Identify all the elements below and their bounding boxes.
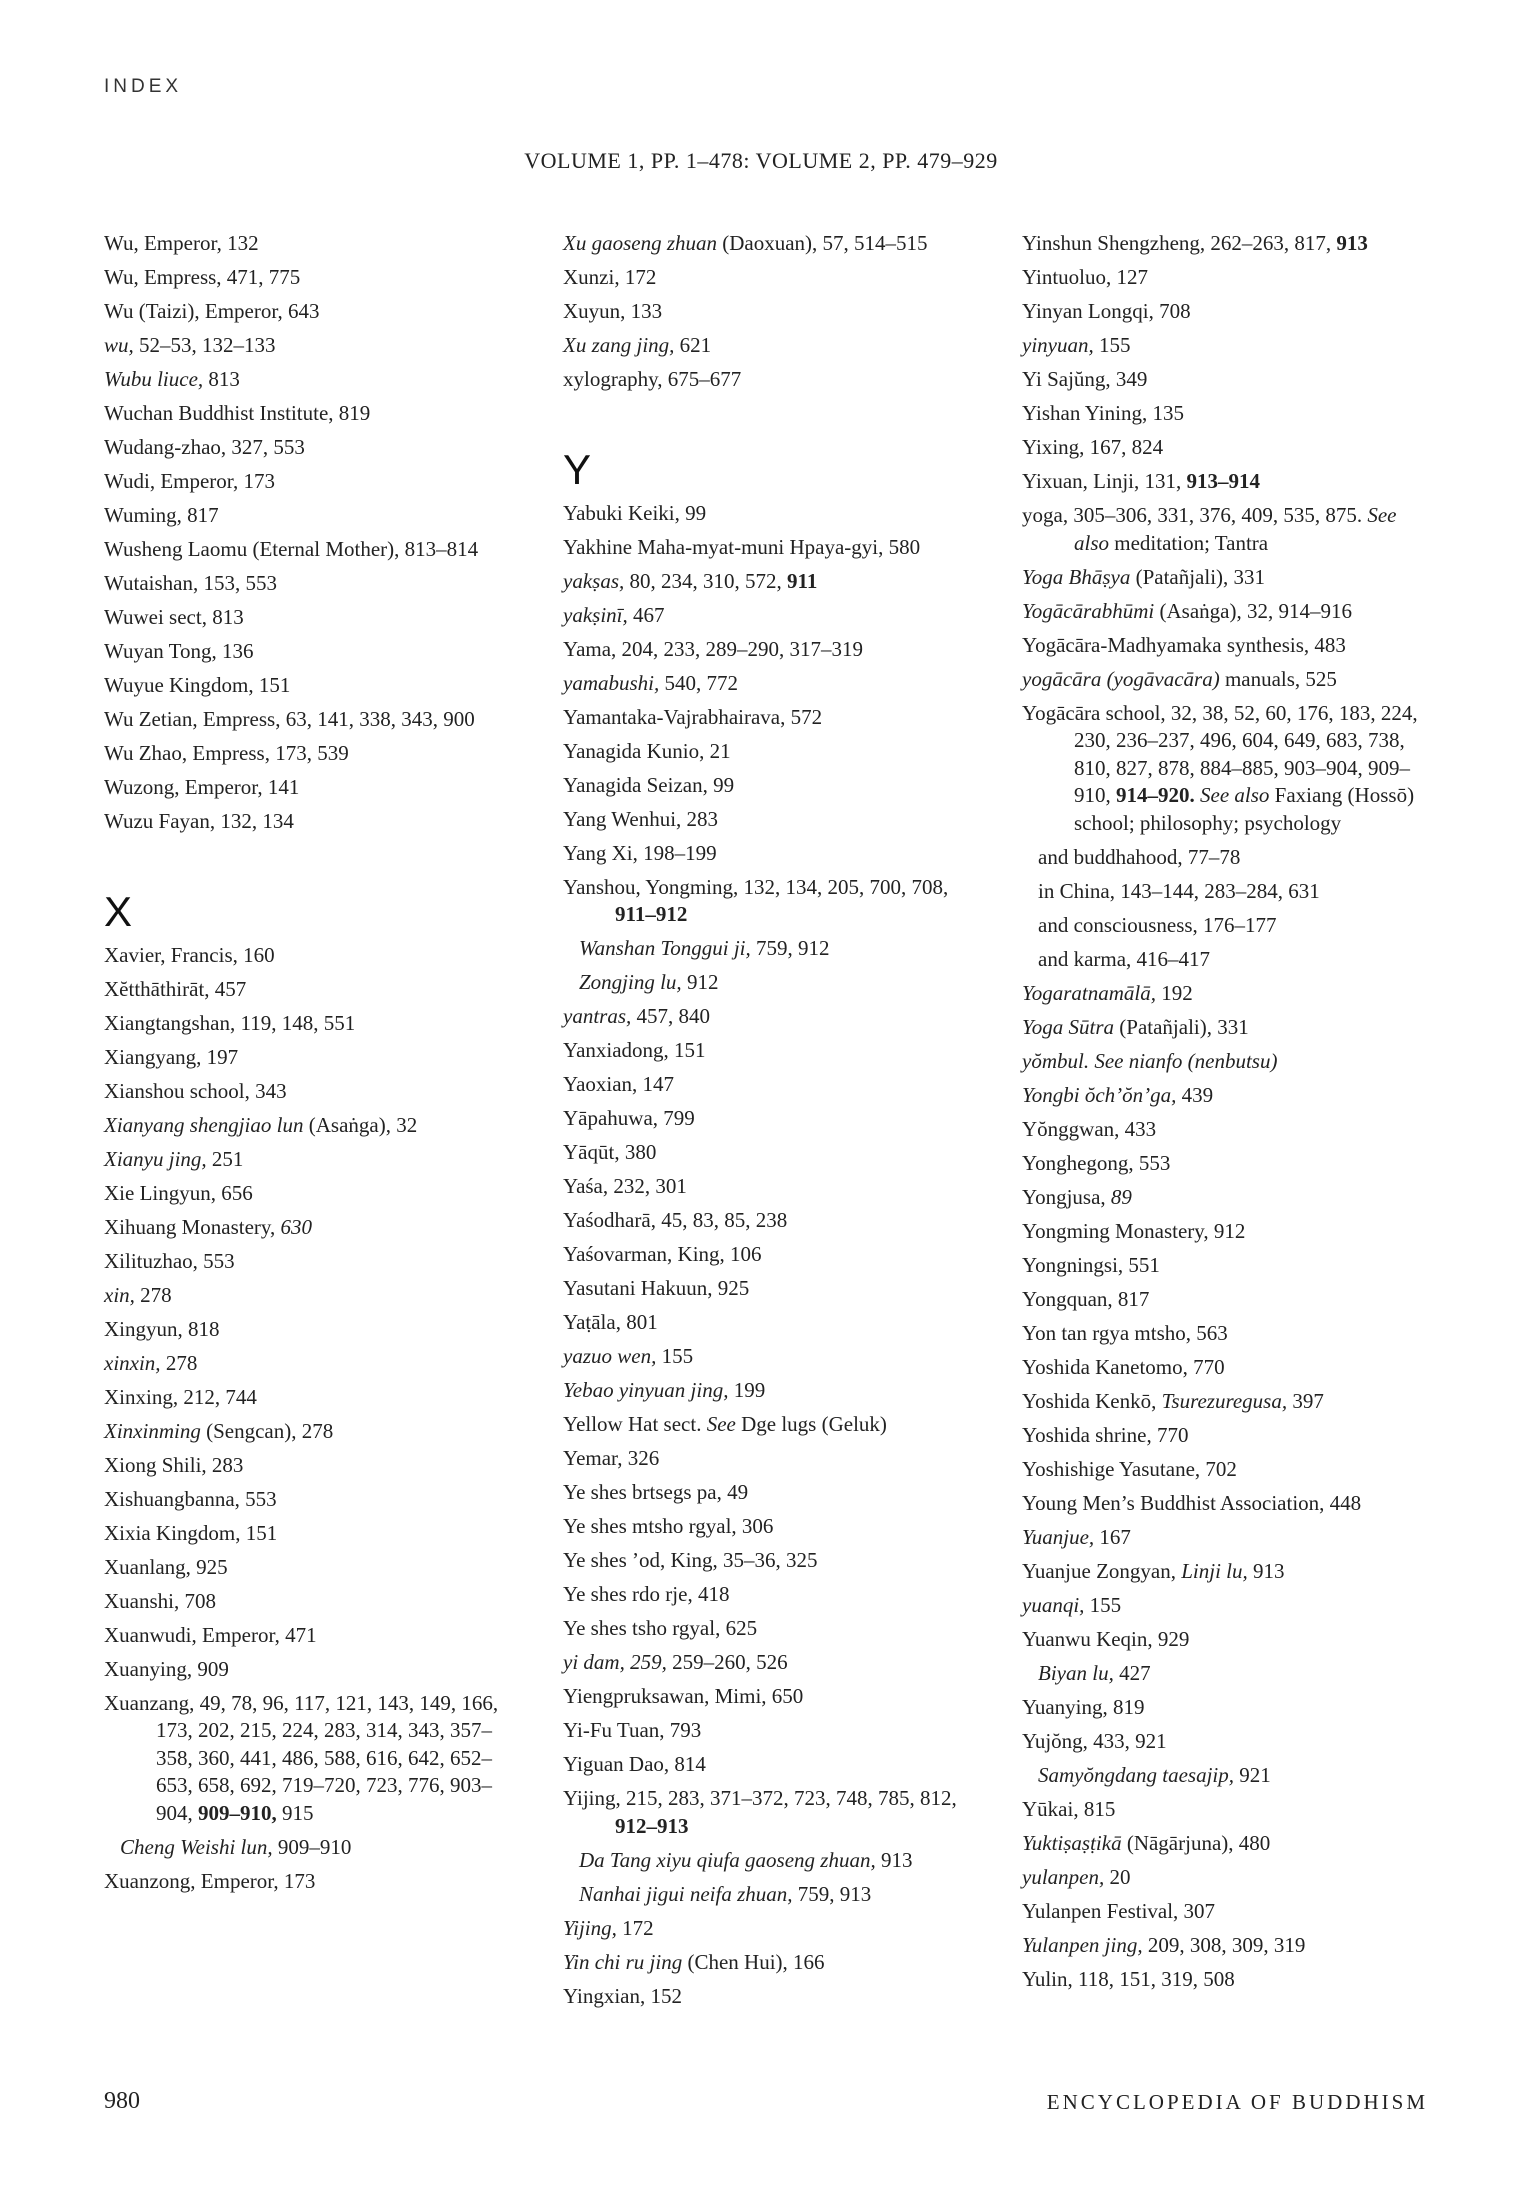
index-entry: wu, 52–53, 132–133 (104, 333, 276, 357)
index-entry: Xuanwudi, Emperor, 471 (104, 1622, 317, 1647)
index-entry: Yanagida Seizan, 99 (563, 772, 735, 797)
index-entry: Yoshida Kenkō, Tsurezuregusa, 397 (1022, 1388, 1324, 1413)
index-entry: Xunzi, 172 (563, 265, 657, 289)
index-entry: yogācāra (yogāvacāra) manuals, 525 (1022, 666, 1337, 691)
index-entry: Yinshun Shengzheng, 262–263, 817, 913 (1022, 231, 1368, 255)
index-entry: Xianyang shengjiao lun (Asaṅga), 32 (104, 1112, 418, 1137)
index-entry: Yiguan Dao, 814 (563, 1752, 706, 1776)
index-entry: Wuming, 817 (104, 503, 219, 527)
index-entry: Yulanpen jing, 209, 308, 309, 319 (1022, 1932, 1306, 1957)
index-subentry: Samyŏngdang taesajip, 921 (1038, 1762, 1271, 1787)
index-entry: Yogaratnamālā, 192 (1022, 980, 1193, 1005)
index-entry: Yamantaka-Vajrabhairava, 572 (563, 704, 823, 729)
index-subentry: Nanhai jigui neifa zhuan, 759, 913 (579, 1881, 872, 1906)
index-entry: Wuwei sect, 813 (104, 605, 244, 629)
index-entry: Ye shes ’od, King, 35–36, 325 (563, 1548, 818, 1572)
index-entry: Yintuoluo, 127 (1022, 265, 1149, 289)
index-entry: Xuyun, 133 (563, 299, 663, 323)
index-entry: Yang Wenhui, 283 (563, 806, 719, 831)
index-entry: Yingxian, 152 (563, 1983, 682, 2008)
index-entry: Wu, Emperor, 132 (104, 231, 259, 255)
page-number: 980 (104, 2088, 140, 2114)
index-entry: Yulin, 118, 151, 319, 508 (1022, 1966, 1235, 1991)
index-entry: Xuanlang, 925 (104, 1554, 228, 1579)
index-entry: Xuanzang, 49, 78, 96, 117, 121, 143, 149, 166, 173, 202, 215, 224, 283, 314, 343, 357–358, 360, 441, 486, 588, 616, 642, 652–653, 658, 692, 719–720, 723, 776, 903–904, 909–910, 915 (104, 1690, 499, 1825)
index-entry: yŏmbul. See nianfo (nenbutsu) (1022, 1048, 1278, 1073)
index-entry: Xiangyang, 197 (104, 1044, 239, 1069)
index-entry: Yijing, 215, 283, 371–372, 723, 748, 785, 812, 912–913 (563, 1786, 957, 1838)
running-head: INDEX (104, 76, 183, 97)
index-entry: Yongquan, 817 (1022, 1286, 1150, 1311)
index-subentry: Wanshan Tonggui ji, 759, 912 (579, 936, 830, 960)
index-entry: Yaśodharā, 45, 83, 85, 238 (563, 1208, 788, 1232)
index-entry: Ye shes brtsegs pa, 49 (563, 1480, 749, 1504)
index-subentry: and buddhahood, 77–78 (1038, 844, 1241, 869)
index-entry: Xiong Shili, 283 (104, 1452, 244, 1477)
index-entry: Yŏnggwan, 433 (1022, 1116, 1157, 1141)
index-column-2 (563, 230, 963, 2017)
index-entry: Xinxing, 212, 744 (104, 1384, 257, 1409)
index-entry: Wudi, Emperor, 173 (104, 469, 275, 493)
index-column-3 (1022, 230, 1422, 2000)
index-entry: Yuanjue, 167 (1022, 1524, 1131, 1549)
index-entry: Yin chi ru jing (Chen Hui), 166 (563, 1949, 825, 1974)
section-letter: Y (563, 445, 592, 493)
index-entry: Yoga Bhāṣya (Patañjali), 331 (1022, 564, 1266, 589)
section-letter: X (104, 887, 133, 935)
index-entry: Yaśovarman, King, 106 (563, 1242, 762, 1266)
index-subentry: and karma, 416–417 (1038, 946, 1211, 971)
index-entry: Yuanying, 819 (1022, 1694, 1145, 1719)
index-entry: Yellow Hat sect. See Dge lugs (Geluk) (563, 1412, 887, 1436)
index-entry: Xu zang jing, 621 (563, 333, 712, 357)
index-entry: Yishan Yining, 135 (1022, 401, 1184, 425)
index-subentry: and consciousness, 176–177 (1038, 912, 1277, 937)
index-entry: Yaśa, 232, 301 (563, 1174, 687, 1198)
index-entry: Xilituzhao, 553 (104, 1248, 235, 1273)
index-entry: Yaoxian, 147 (563, 1072, 675, 1096)
index-entry: Yogācāra school, 32, 38, 52, 60, 176, 183, 224, 230, 236–237, 496, 604, 649, 683, 738, 810, 827, 878, 884–885, 903–904, 909–910, 914–920. See also Faxiang (Hossō) school; philosophy; psychology (1022, 700, 1418, 835)
index-entry: Wudang-zhao, 327, 553 (104, 435, 305, 459)
index-entry: yinyuan, 155 (1022, 333, 1131, 357)
book-title: ENCYCLOPEDIA OF BUDDHISM (1046, 2090, 1428, 2114)
index-entry: Wu, Empress, 471, 775 (104, 265, 301, 289)
index-entry: Wu Zhao, Empress, 173, 539 (104, 741, 349, 765)
index-entry: Wuyue Kingdom, 151 (104, 673, 291, 697)
index-entry: Yongningsi, 551 (1022, 1252, 1160, 1277)
index-entry: Yāpahuwa, 799 (563, 1106, 695, 1130)
index-subentry: Zongjing lu, 912 (579, 970, 719, 994)
index-entry: Xianyu jing, 251 (104, 1146, 244, 1171)
index-entry: Yogācārabhūmi (Asaṅga), 32, 914–916 (1022, 598, 1352, 623)
index-entry: Yonghegong, 553 (1022, 1150, 1171, 1175)
index-entry: yuanqi, 155 (1022, 1592, 1122, 1617)
index-entry: Yuanwu Keqin, 929 (1022, 1626, 1190, 1651)
index-entry: yi dam, 259, 259–260, 526 (563, 1650, 788, 1674)
index-entry: Xuanying, 909 (104, 1656, 229, 1681)
index-entry: Xianshou school, 343 (104, 1078, 287, 1103)
index-entry: Yanshou, Yongming, 132, 134, 205, 700, 708, 911–912 (563, 874, 949, 926)
index-entry: Wutaishan, 153, 553 (104, 571, 277, 595)
index-entry: Yongming Monastery, 912 (1022, 1218, 1246, 1243)
index-entry: xinxin, 278 (104, 1350, 198, 1375)
index-entry: Yemar, 326 (563, 1446, 660, 1470)
index-entry: Wuzong, Emperor, 141 (104, 775, 300, 799)
index-entry: Yi-Fu Tuan, 793 (563, 1718, 702, 1742)
index-entry: Yuktiṣaṣṭikā (Nāgārjuna), 480 (1022, 1830, 1271, 1855)
index-entry: Yijing, 172 (563, 1915, 654, 1940)
index-entry: Wu (Taizi), Emperor, 643 (104, 299, 320, 323)
index-entry: Yanxiadong, 151 (563, 1038, 706, 1062)
index-entry: Yi Sajŭng, 349 (1022, 367, 1148, 391)
index-entry: Wusheng Laomu (Eternal Mother), 813–814 (104, 537, 479, 561)
index-entry: Yoshida Kanetomo, 770 (1022, 1354, 1225, 1379)
index-entry: Xie Lingyun, 656 (104, 1180, 253, 1205)
index-entry: Yiengpruksawan, Mimi, 650 (563, 1684, 804, 1708)
index-entry: Yebao yinyuan jing, 199 (563, 1378, 766, 1402)
index-entry: xylography, 675–677 (563, 367, 742, 391)
index-subentry: Biyan lu, 427 (1038, 1660, 1151, 1685)
index-entry: Yoshishige Yasutane, 702 (1022, 1456, 1237, 1481)
index-entry: Xavier, Francis, 160 (104, 942, 275, 967)
index-entry: Wubu liuce, 813 (104, 367, 240, 391)
volume-range-heading: VOLUME 1, PP. 1–478: VOLUME 2, PP. 479–929 (524, 148, 998, 173)
index-entry: Yuanjue Zongyan, Linji lu, 913 (1022, 1558, 1285, 1583)
index-entry: xin, 278 (104, 1282, 172, 1307)
index-entry: Xishuangbanna, 553 (104, 1486, 277, 1511)
index-entry: Yixing, 167, 824 (1022, 435, 1164, 459)
index-entry: Yinyan Longqi, 708 (1022, 299, 1191, 323)
index-entry: Yongjusa, 89 (1022, 1184, 1132, 1209)
index-entry: Yixuan, Linji, 131, 913–914 (1022, 469, 1260, 493)
index-entry: yakṣas, 80, 234, 310, 572, 911 (563, 568, 818, 593)
index-subentry: Da Tang xiyu qiufa gaoseng zhuan, 913 (579, 1847, 913, 1872)
index-entry: Yanagida Kunio, 21 (563, 738, 731, 763)
index-entry: Ye shes tsho rgyal, 625 (563, 1616, 758, 1640)
index-entry: Yoga Sūtra (Patañjali), 331 (1022, 1014, 1249, 1039)
index-entry: yulanpen, 20 (1022, 1864, 1131, 1889)
index-entry: Xixia Kingdom, 151 (104, 1520, 278, 1545)
index-entry: Ye shes rdo rje, 418 (563, 1582, 730, 1606)
index-entry: Wuchan Buddhist Institute, 819 (104, 401, 371, 425)
index-entry: Wuyan Tong, 136 (104, 639, 254, 663)
index-entry: Yon tan rgya mtsho, 563 (1022, 1320, 1228, 1345)
index-entry: yoga, 305–306, 331, 376, 409, 535, 875. See also meditation; Tantra (1022, 503, 1397, 555)
index-entry: Wuzu Fayan, 132, 134 (104, 809, 294, 833)
index-entry: Yoshida shrine, 770 (1022, 1422, 1189, 1447)
index-entry: Yang Xi, 198–199 (563, 840, 717, 865)
index-entry: Xu gaoseng zhuan (Daoxuan), 57, 514–515 (563, 231, 928, 255)
index-entry: yantras, 457, 840 (563, 1004, 710, 1028)
index-entry: Young Men’s Buddhist Association, 448 (1022, 1490, 1362, 1515)
index-entry: Yulanpen Festival, 307 (1022, 1898, 1216, 1923)
index-entry: Yaṭāla, 801 (563, 1310, 658, 1334)
index-entry: Xuanshi, 708 (104, 1588, 216, 1613)
index-entry: Xihuang Monastery, 630 (104, 1214, 313, 1239)
index-entry: Yogācāra-Madhyamaka synthesis, 483 (1022, 632, 1346, 657)
index-entry: Yāqūt, 380 (563, 1140, 657, 1164)
index-entry: yazuo wen, 155 (563, 1344, 694, 1368)
index-entry: Xuanzong, Emperor, 173 (104, 1868, 316, 1893)
index-entry: Yabuki Keiki, 99 (563, 500, 707, 525)
index-entry: yamabushi, 540, 772 (563, 670, 738, 695)
index-entry: Xingyun, 818 (104, 1316, 220, 1341)
index-entry: Yakhine Maha-myat-muni Hpaya-gyi, 580 (563, 534, 921, 559)
index-entry: Yūkai, 815 (1022, 1796, 1116, 1821)
index-entry: Xinxinming (Sengcan), 278 (104, 1418, 334, 1443)
index-entry: Yujŏng, 433, 921 (1022, 1728, 1167, 1753)
index-entry: Yongbi ŏch’ŏn’ga, 439 (1022, 1082, 1214, 1107)
index-subentry: in China, 143–144, 283–284, 631 (1038, 878, 1320, 903)
index-entry: yakṣinī, 467 (563, 602, 665, 627)
index-entry: Wu Zetian, Empress, 63, 141, 338, 343, 900 (104, 707, 475, 731)
index-entry: Xiangtangshan, 119, 148, 551 (104, 1010, 356, 1035)
index-entry: Ye shes mtsho rgyal, 306 (563, 1514, 774, 1538)
index-column-1 (104, 230, 504, 1902)
index-subentry: Cheng Weishi lun, 909–910 (120, 1834, 352, 1859)
index-entry: Xĕtthāthirāt, 457 (104, 976, 247, 1001)
index-entry: Yama, 204, 233, 289–290, 317–319 (563, 636, 864, 661)
index-entry: Yasutani Hakuun, 925 (563, 1276, 750, 1300)
